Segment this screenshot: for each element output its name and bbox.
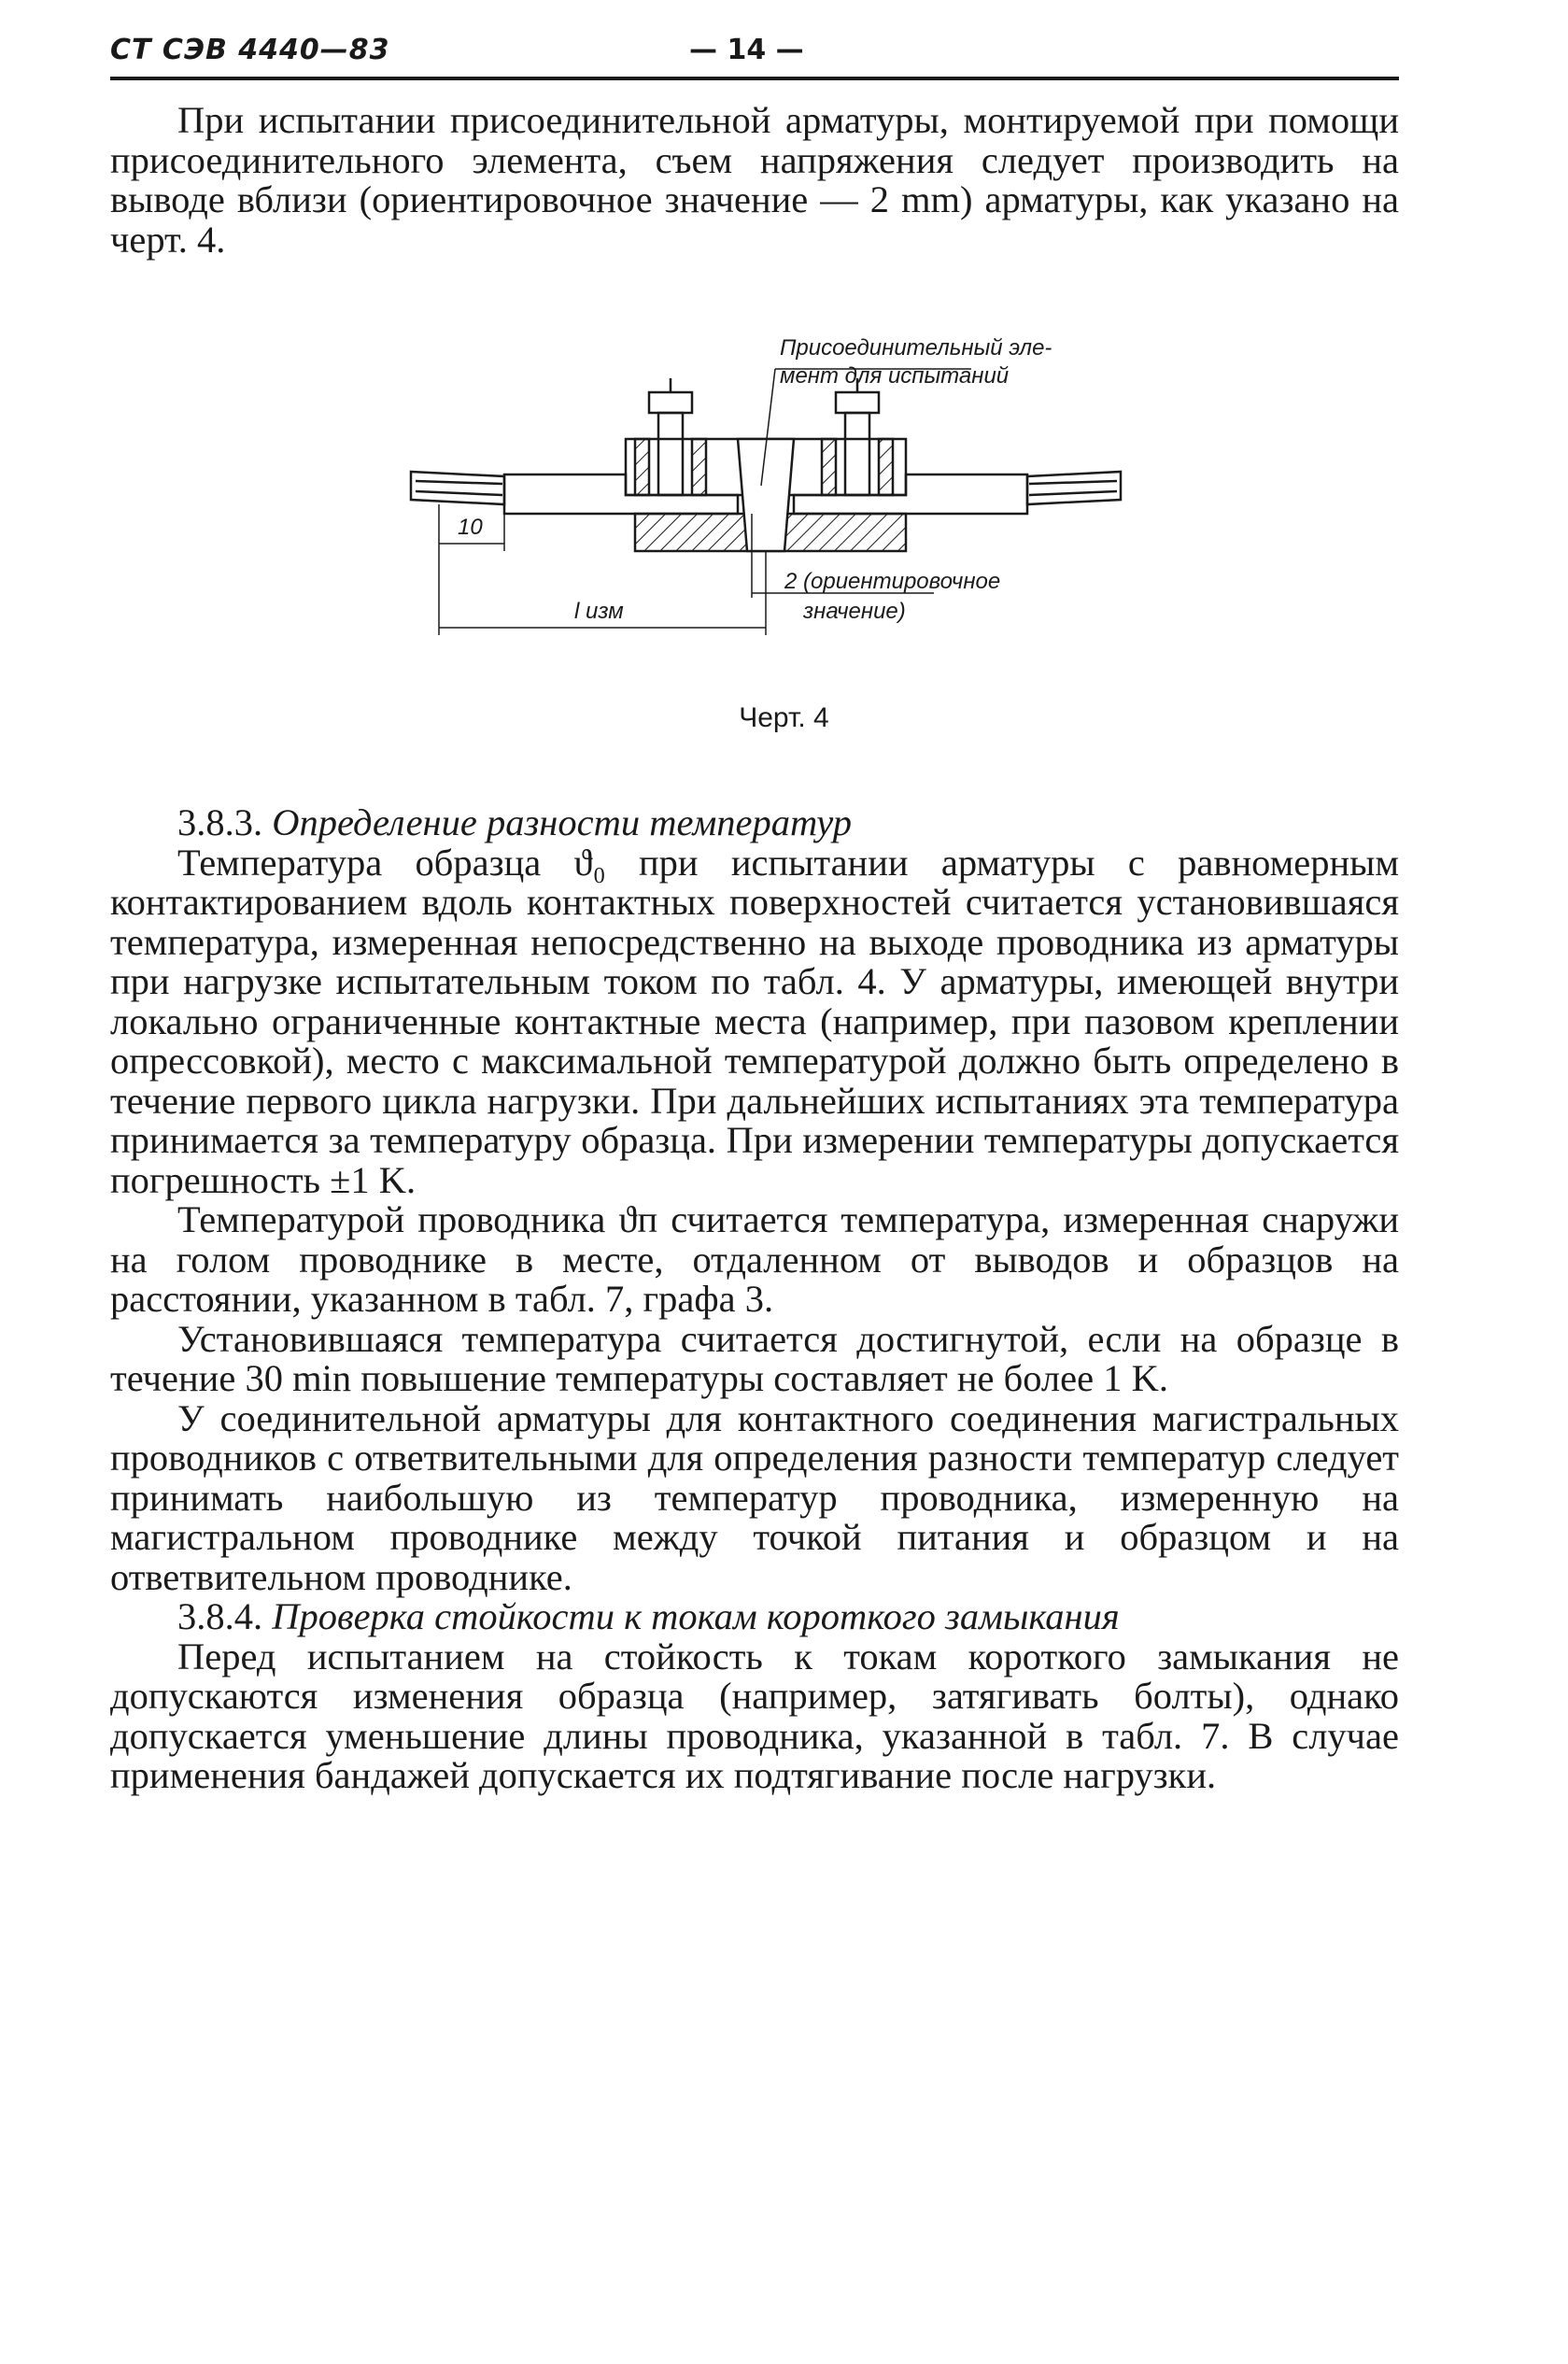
paragraph: У соединительной арматуры для контактного соединения магистральных проводников с ответвительными для определения разности температур следует принимать наибольшую из температур проводника, измеренную на магистральном проводнике между точкой питания и образцом и на ответвительном проводнике. (110, 1396, 1399, 1598)
paragraph: Перед испытанием на стойкость к токам короткого замыкания не допускаются изменения образца (например, затягивать болты), однако допускается уменьшение длины проводника, указанной в табл. 7. В случае применения бандажей допускается их подтягивание после нагрузки. (110, 1635, 1399, 1796)
connection-element (738, 439, 794, 551)
section-3-8-3 (110, 803, 1399, 1796)
left-bolt-head (649, 392, 692, 413)
section-number: 3.8.3. (177, 801, 263, 843)
section-title: Проверка стойкости к токам короткого замыкания (272, 1595, 1120, 1637)
header-rule (110, 77, 1399, 80)
figure-label-element: Присоединительный эле- (780, 335, 1052, 361)
figure-label-dim-length: l изм (574, 599, 624, 624)
paragraph: Установившаяся температура считается достигнутой, если на образце в течение 30 min повышение температуры составляет не более 1 K. (110, 1317, 1399, 1399)
intro-block (110, 101, 1399, 260)
section-title: Определение разности температур (272, 801, 852, 843)
paragraph: Температурой проводника ϑп считается температура, измеренная снаружи на голом проводнике в месте, отдаленном от выводов и образцов на расстоянии, указанном в табл. 7, графа 3. (110, 1198, 1399, 1320)
right-conductor (1027, 472, 1121, 504)
figure-caption: Черт. 4 (739, 702, 829, 733)
left-conductor (411, 472, 504, 504)
intro-paragraph: При испытании присоединительной арматуры, монтируемой при помощи присоединительного элемента, съем напряжения следует производить на выводе вблизи (ориентировочное значение — 2 mm) арматуры, как указано на черт. 4. (110, 99, 1399, 261)
standard-code: СТ СЭВ 4440—83 (110, 34, 390, 66)
paragraph: Температура образца ϑ₀ при испытании арматуры с равномерным контактированием вдоль контактных поверхностей считается установившаяся температура, измеренная непосредственно на выходе проводника из арматуры при нагрузке испытательным током по табл. 4. У арматуры, имеющей внутри локально ограниченные контактные места (например, при пазовом креплении опрессовкой), место с максимальной температурой должно быть определено в течение первого цикла нагрузки. При дальнейших испытаниях эта температура принимается за температуру образца. При измерении температуры допускается погрешность ±1 K. (110, 841, 1399, 1201)
figure-label-dim-small: 10 (458, 515, 483, 540)
left-bolt-shank (658, 413, 683, 495)
right-bolt-head (836, 392, 879, 413)
page-header (110, 28, 1399, 75)
figure-label-element-2: мент для испытаний (780, 363, 1010, 389)
section-heading (110, 803, 1399, 843)
connector-drawing (392, 327, 1139, 663)
figure-label-approx: 2 (ориентировочное (784, 569, 1001, 594)
figure-label-approx-2: значение) (803, 599, 906, 624)
right-bolt-shank (845, 413, 869, 495)
section-number: 3.8.4. (177, 1595, 263, 1637)
page-number: — 14 — (689, 34, 804, 66)
section-heading (110, 1597, 1399, 1637)
